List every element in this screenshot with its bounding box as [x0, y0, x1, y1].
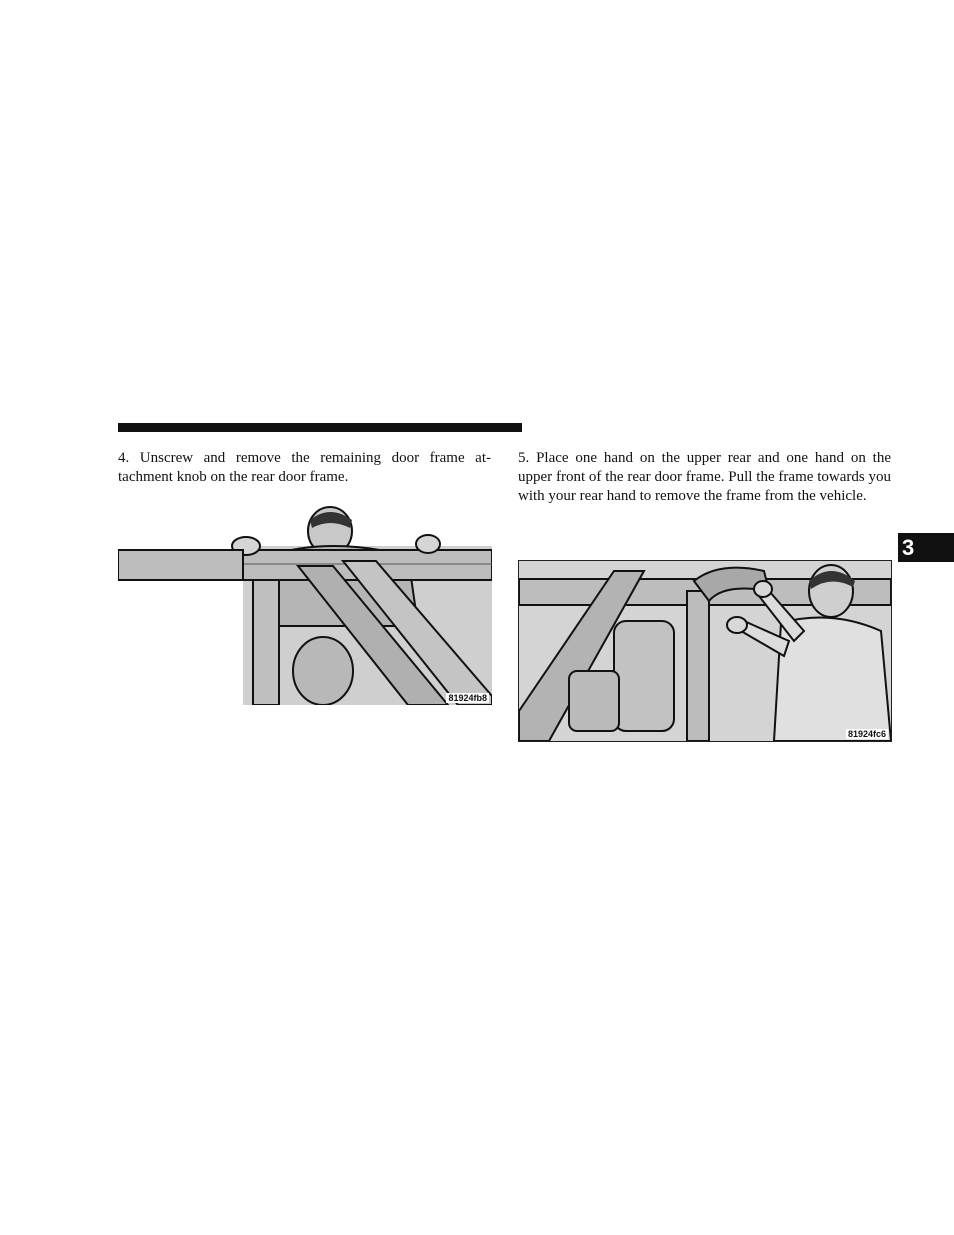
figure-code: 81924fb8: [448, 693, 487, 703]
chapter-tab: 3: [898, 533, 954, 562]
step-5-text: 5. Place one hand on the upper rear and one hand on the upper front of the rear door frame. Pull the frame towards you with your rear hand to remove the frame from the vehicle.: [518, 450, 891, 504]
illustration-rear-door-frame: [519, 561, 891, 741]
figure-remove-knob: [118, 506, 492, 705]
illustration-door-frame-knob: [118, 506, 492, 705]
section-rule: [118, 423, 522, 432]
step-4-text: 4. Unscrew and remove the remaining door frame at-tachment knob on the rear door frame.: [118, 450, 491, 485]
figure-remove-frame: [518, 560, 892, 742]
figure-code: 81924fc6: [847, 729, 886, 739]
